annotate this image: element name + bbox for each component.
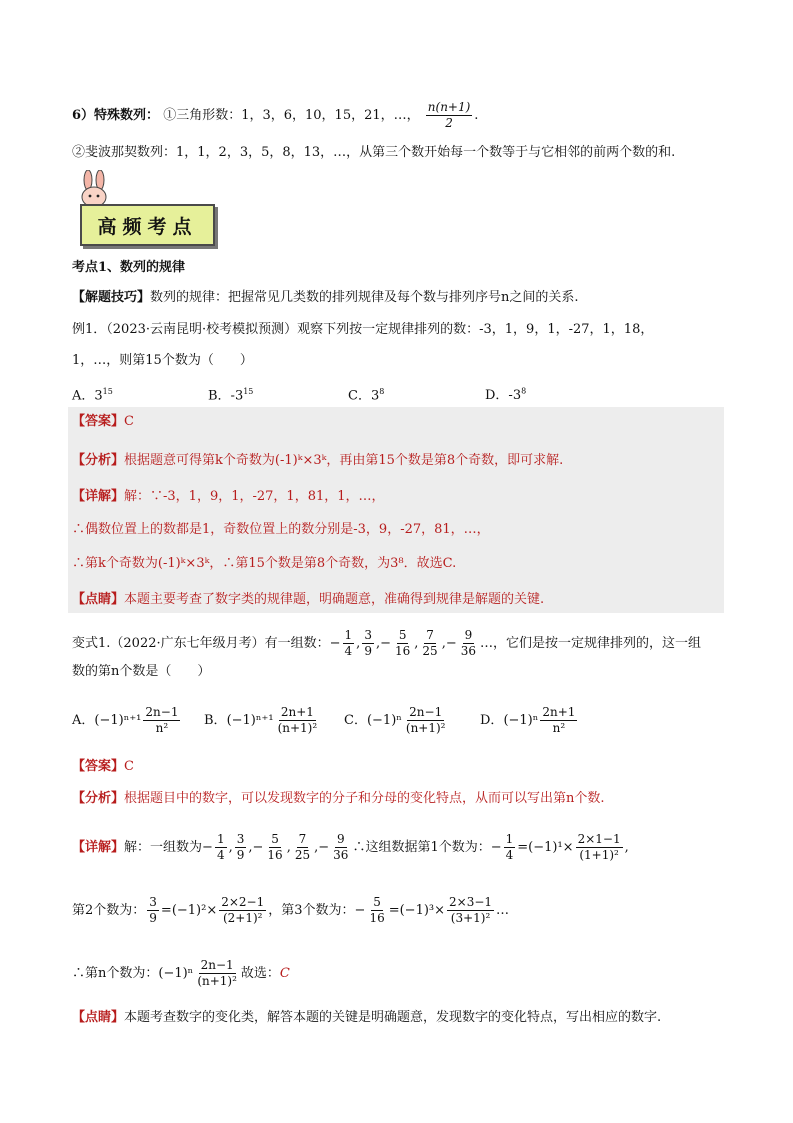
v1-detail-3: ∴第n个数为：(−1)ⁿ $\frac{2n-1}{\text{(n+1)²}}$ 故选：C: [72, 958, 290, 988]
ex1-detail: 【详解】解：∵-3，1，9，1，-27，1，81，1，…，: [72, 489, 385, 504]
option-c: C．$3^8$: [348, 387, 385, 404]
ex1-detail-3: ∴第k个奇数为(-1)ᵏ×3ᵏ，∴第15个数是第8个奇数，为3⁸．故选C.: [72, 556, 457, 571]
option-a: A．$3^{15}$: [72, 387, 113, 404]
variant1-options: [72, 705, 721, 736]
example1-solution-box: [68, 407, 724, 613]
fibonacci-line: ②斐波那契数列：1，1，2，3，5，8，13，…，从第三个数开始每一个数等于与它相邻的前两个数的和.: [72, 145, 676, 160]
tip-line: [72, 288, 721, 308]
v1-detail: 【详解】解：一组数为− $\frac{1}{4}$ , $\frac{3}{9}$ ,− $\frac{5}{16}$ , $\frac{7}{25}$ ,− $\frac{9}{36}$ ∴这组数据第1个数为：− $\frac{1}{4}$ =(−1)¹× $\frac{2\times 1-1}{\text{(1+1)²}}$ ,: [72, 832, 629, 862]
tip-tag: 【解题技巧】: [72, 290, 151, 305]
ex1-comment: 【点睛】本题主要考查了数字类的规律题，明确题意，准确得到规律是解题的关键.: [72, 592, 545, 607]
example1-question: 例1．（2023·云南昆明·校考模拟预测）观察下列按一定规律排列的数：-3，1，9，1，-27，1，18，: [72, 322, 654, 337]
high-frequency-banner: 高频考点: [80, 204, 215, 246]
v-option-d: D．(−1)ⁿ $\frac{2n+1}{\text{n²}}$: [480, 705, 576, 735]
triangle-formula: $\frac{n(n+1)}{2}$: [427, 100, 471, 130]
section-head: 6）特殊数列：: [72, 108, 160, 123]
ex1-analysis: 【分析】根据题意可得第k个奇数为(-1)ᵏ×3ᵏ，再由第15个数是第8个奇数，即可求解.: [72, 453, 564, 468]
v-option-c: C．(−1)ⁿ $\frac{2n-1}{\text{(n+1)²}}$: [344, 705, 446, 735]
ex1-answer: 【答案】C: [72, 414, 134, 429]
option-d: D．$-3^8$: [485, 387, 527, 404]
ex1-detail-2: ∴偶数位置上的数都是1，奇数位置上的数分别是-3，9，-27，81，…，: [72, 522, 490, 537]
variant1-question-cont: 数的第n个数是（ ）: [72, 664, 211, 679]
v-option-b: B．(−1)ⁿ⁺¹ $\frac{2n+1}{\text{(n+1)²}}$: [204, 705, 318, 735]
option-b: B．$-3^{15}$: [208, 387, 254, 404]
tip-text: 数列的规律：把握常见几类数的排列规律及每个数与排列序号n之间的关系.: [150, 290, 579, 305]
example1-question-cont: 1，…，则第15个数为（ ）: [72, 353, 253, 368]
knowledge-point-title: 考点1、数列的规律: [72, 260, 186, 275]
v1-comment: 【点睛】本题考查数字的变化类，解答本题的关键是明确题意，发现数字的变化特点，写出相应的数字.: [72, 1010, 662, 1025]
special-sequence-line: 6）特殊数列： ①三角形数：1，3，6，10，15，21，…， $\frac{n(n+1)}{2}$ .: [72, 100, 479, 130]
triangle-numbers: ①三角形数：1，3，6，10，15，21，…，: [163, 108, 420, 123]
v-option-a: A．(−1)ⁿ⁺¹ $\frac{2n-1}{\text{n²}}$: [72, 705, 179, 735]
variant1-question: 变式1.（2022·广东七年级月考）有一组数：− $\frac{1}{4}$ , $\frac{3}{9}$ ,− $\frac{5}{16}$ , $\frac{7}{25}$ ,− $\frac{9}{36}$ …，它们是按一定规律排列的，这一组: [72, 628, 702, 658]
v1-analysis: 【分析】根据题目中的数字，可以发现数字的分子和分母的变化特点，从而可以写出第n个数.: [72, 791, 605, 806]
v1-answer: 【答案】C: [72, 759, 134, 774]
v1-detail-2: 第2个数为： $\frac{3}{9}$ =(−1)²× $\frac{2\times 2-1}{\text{(2+1)²}}$ ，第3个数为：− $\frac{5}{16}$ =(−1)³× $\frac{2\times 3-1}{\text{(3+1)²}}$ …: [72, 895, 510, 925]
example1-options: [72, 382, 721, 406]
